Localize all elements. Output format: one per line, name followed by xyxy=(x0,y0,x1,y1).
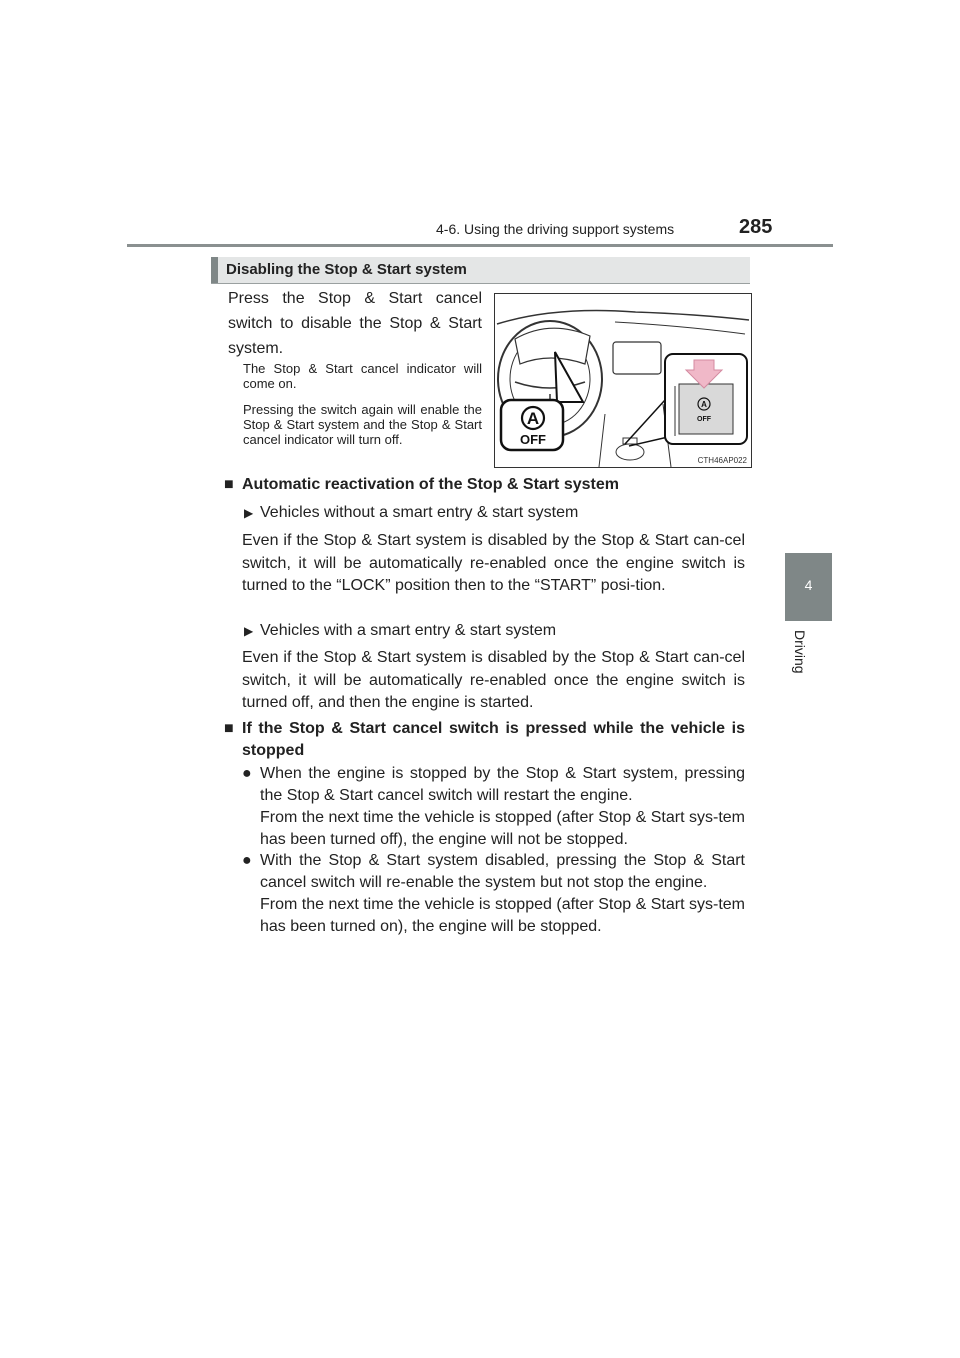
dashboard-drawing xyxy=(495,294,751,467)
running-header-section: 4-6. Using the driving support systems xyxy=(436,221,675,237)
triangle-bullet-icon: ▶ xyxy=(244,506,254,520)
case-label: Vehicles with a smart entry & start system xyxy=(260,622,557,639)
case1-paragraph: Even if the Stop & Start system is disabled by the Stop & Start can-cel switch, it will be automatically re-enabled once the engine switch is turned to the “LOCK” position then to the “START” posi-tion. xyxy=(242,532,745,594)
dashboard-illustration xyxy=(494,293,752,468)
bullet-text: With the Stop & Start system disabled, pressing the Stop & Start cancel switch will re-enable the system but not stop the engine. xyxy=(260,852,745,891)
bullet-text-followup: From the next time the vehicle is stopped (after Stop & Start sys-tem has been turned on), the engine will be stopped. xyxy=(260,896,745,935)
triangle-bullet-icon: ▶ xyxy=(244,624,254,638)
circle-bullet-icon: ● xyxy=(242,852,252,869)
subsection-heading: Automatic reactivation of the Stop & Start system xyxy=(242,476,619,493)
case2-paragraph: Even if the Stop & Start system is disabled by the Stop & Start can-cel switch, it will be automatically re-enabled once the engine switch is turned off, and then the engine is started. xyxy=(242,649,745,711)
square-bullet-icon: ■ xyxy=(224,720,234,737)
callout-letter: A xyxy=(526,409,540,428)
section-heading xyxy=(211,257,750,284)
chapter-label: Driving xyxy=(792,630,808,674)
subsection-heading: If the Stop & Start cancel switch is pressed while the vehicle is stopped xyxy=(242,720,745,759)
chapter-tab xyxy=(785,553,832,621)
section-heading-bar xyxy=(211,257,218,284)
switch-letter: A xyxy=(701,400,707,409)
chapter-number: 4 xyxy=(804,577,813,593)
callout-off-label: OFF xyxy=(520,432,546,447)
switch-off-label: OFF xyxy=(697,416,711,423)
intro-paragraph: Press the Stop & Start cancel switch to disable the Stop & Start system. xyxy=(228,290,482,357)
bullet-text: When the engine is stopped by the Stop & Start system, pressing the Stop & Start cancel switch will restart the engine. xyxy=(260,765,745,804)
figure-code: CTH46AP022 xyxy=(697,456,747,465)
circle-bullet-icon: ● xyxy=(242,765,252,782)
square-bullet-icon: ■ xyxy=(224,476,234,493)
bullet-text-followup: From the next time the vehicle is stopped (after Stop & Start sys-tem has been turned off), the engine will not be stopped. xyxy=(260,809,745,848)
note-press-again: Pressing the switch again will enable the Stop & Start system and the Stop & Start cancel indicator will turn off. xyxy=(243,402,482,447)
case-label: Vehicles without a smart entry & start system xyxy=(260,504,579,521)
header-rule xyxy=(127,244,833,247)
section-heading-text: Disabling the Stop & Start system xyxy=(226,261,467,278)
note-indicator-on: The Stop & Start cancel indicator will come on. xyxy=(243,361,482,391)
page-number: 285 xyxy=(739,216,773,238)
section-heading-underline xyxy=(211,283,750,284)
